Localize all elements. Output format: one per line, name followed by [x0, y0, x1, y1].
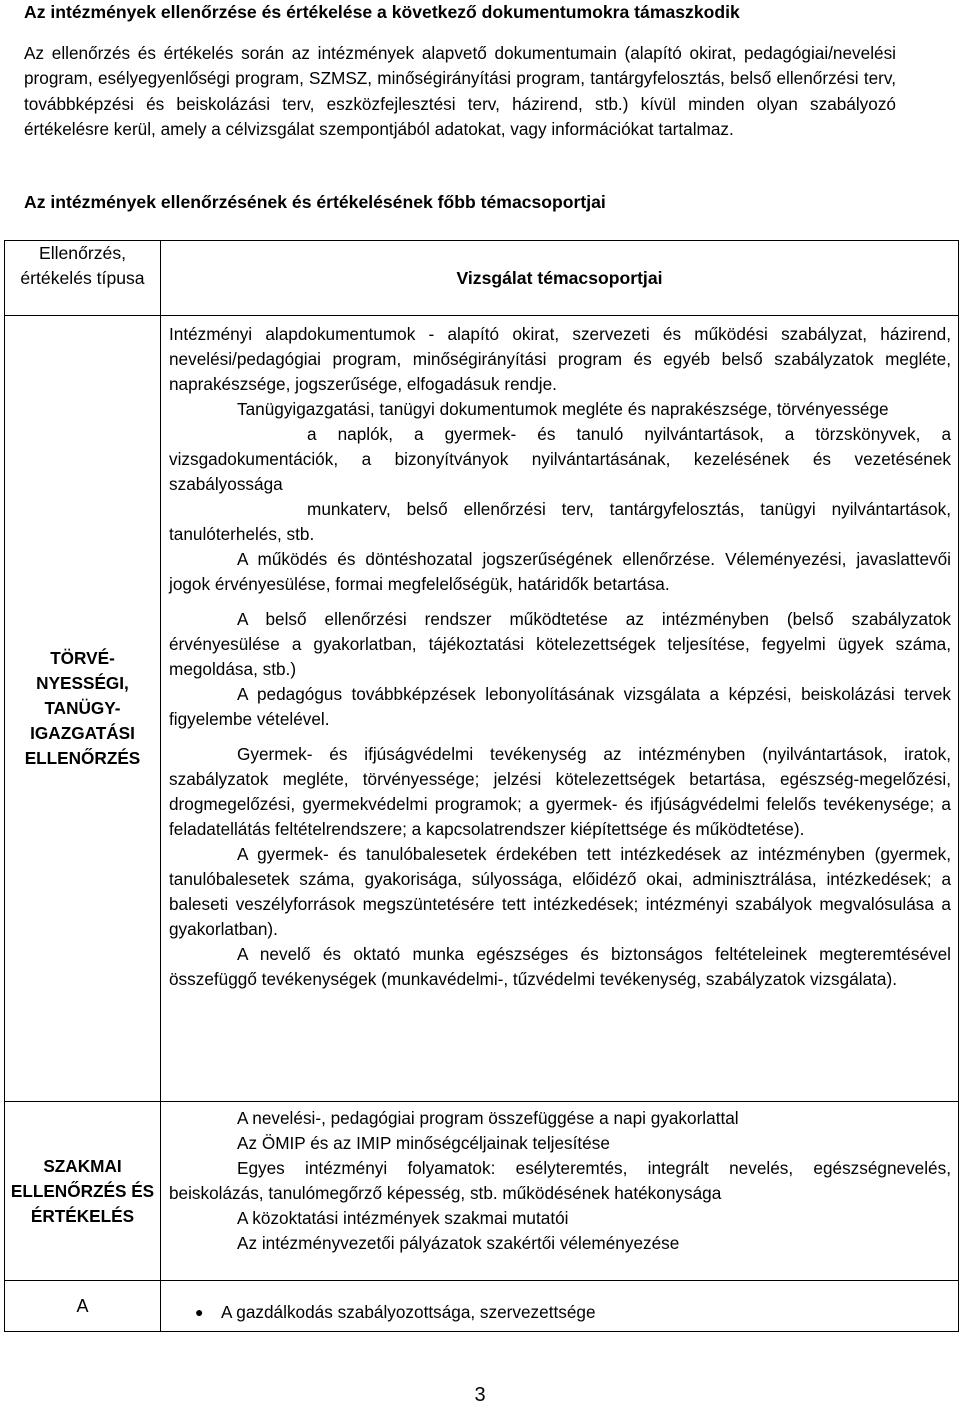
table-row: [5, 1102, 959, 1281]
topic-line: Az ÖMIP és az IMIP minőségcéljainak teljesítése: [237, 1133, 610, 1153]
topics-table: [4, 240, 959, 1332]
topics-cell-legal: [161, 316, 959, 1102]
type-label-finance: A: [76, 1295, 89, 1316]
header-topics-cell: [161, 241, 959, 316]
topic-paragraph: A nevelő és oktató munka egészséges és biztonságos feltételeinek megteremtésével összefüggő tevékenységek (munkavédelmi-, tűzvédelmi tevékenység, szabályzatok vizsgálata).: [169, 944, 951, 989]
topic-paragraph: a naplók, a gyermek- és tanuló nyilvántartások, a törzskönyvek, a vizsgadokumentációk, a bizonyítványok nyilvántartásának, kezelésének és vezetésének szabályossága: [169, 424, 951, 494]
page-number: 3: [474, 1384, 486, 1406]
topic-paragraph: Gyermek- és ifjúságvédelmi tevékenység az intézményben (nyilvántartások, iratok, szabályzatok megléte, törvényessége; jelzési kötelezettségek betartása, egészség-megelőzési, drogmegelőzési, gyermekvédelmi programok; a gyermek- és ifjúságvédelmi felelős tevékenysége; a feladatellátás feltételrendszere; a kapcsolatrendszer kiépítettsége és működtetése).: [169, 744, 951, 839]
topic-bullet-text: A gazdálkodás szabályozottsága, szervezettsége: [221, 1301, 596, 1322]
type-label-professional: SZAKMAI ELLENŐRZÉS ÉS ÉRTÉKELÉS: [10, 1155, 155, 1226]
topic-line: Egyes intézményi folyamatok: esélyteremtés, integrált nevelés, egészségnevelés, beiskolázás, tanulómegőrző képesség, stb. működésének hatékonysága: [169, 1158, 951, 1203]
table-row: [5, 316, 959, 1102]
table-heading: Az intézmények ellenőrzésének és értékelésének főbb témacsoportjai: [24, 192, 606, 212]
header-type-label: Ellenőrzés, értékelés típusa: [20, 243, 145, 288]
topics-cell-professional: [161, 1102, 959, 1281]
topic-paragraph: Intézményi alapdokumentumok - alapító okirat, szervezeti és működési szabályzat, házirend, nevelési/pedagógiai program, minőségirányítási program és egyéb belső szabályzatok megléte, naprakészsége, jogszerűsége, elfogadásuk rendje.: [169, 324, 951, 394]
topic-paragraph: A pedagógus továbbképzések lebonyolításának vizsgálata a képzési, beiskolázási tervek figyelembe vételével.: [169, 684, 951, 729]
topic-line: Az intézményvezetői pályázatok szakértői véleményezése: [237, 1233, 680, 1253]
section-heading: Az intézmények ellenőrzése és értékelése a következő dokumentumokra támaszkodik: [24, 2, 740, 22]
topic-paragraph: munkaterv, belső ellenőrzési terv, tantárgyfelosztás, tanügyi nyilvántartások, tanulóterhelés, stb.: [169, 499, 951, 544]
topic-paragraph: A belső ellenőrzési rendszer működtetése az intézményben (belső szabályzatok érvényesülése a gyakorlatban, tájékoztatási kötelezettségek teljesítése, fegyelmi ügyek száma, megoldása, stb.): [169, 609, 951, 679]
type-label-legal: TÖRVÉ-NYESSÉGI, TANÜGY-IGAZGATÁSI ELLENŐRZÉS: [24, 648, 141, 768]
header-topics-label: Vizsgálat témacsoportjai: [456, 267, 663, 288]
table-row: [5, 1281, 959, 1332]
topic-paragraph: Tanügyigazgatási, tanügyi dokumentumok megléte és naprakészsége, törvényessége: [237, 399, 889, 419]
topic-paragraph: A gyermek- és tanulóbalesetek érdekében tett intézkedések az intézményben (gyermek, tanulóbalesetek száma, gyakorisága, súlyossága, előidéző okai, adminisztrálása, intézkedések; a baleseti veszélyforrások megszüntetésére tett intézkedések; intézményi szabályok megvalósulása a gyakorlatban).: [169, 844, 951, 939]
type-cell-legal: [5, 316, 161, 1102]
topics-cell-finance: [161, 1281, 959, 1332]
type-cell-professional: [5, 1102, 161, 1281]
intro-paragraph: Az ellenőrzés és értékelés során az intézmények alapvető dokumentumain (alapító okirat, pedagógiai/nevelési program, esélyegyenlőségi program, SZMSZ, minőségirányítási program, tantárgyfelosztás, belső ellenőrzési terv, továbbképzési és beiskolázási terv, eszközfejlesztési terv, házirend, stb.) kívül minden olyan szabályozó értékelésre kerül, amely a célvizsgálat szempontjából adatokat, vagy információkat tartalmaz.: [24, 43, 896, 140]
topic-line: A nevelési-, pedagógiai program összefüggése a napi gyakorlattal: [237, 1108, 739, 1128]
type-cell-finance: [5, 1281, 161, 1332]
topic-paragraph: A működés és döntéshozatal jogszerűségének ellenőrzése. Véleményezési, javaslattevői jogok érvényesülése, formai megfelelőségük, határidők betartása.: [169, 549, 951, 594]
topic-line: A közoktatási intézmények szakmai mutatói: [237, 1208, 569, 1228]
table-header-row: [5, 241, 959, 316]
bullet-icon: ●: [195, 1303, 204, 1320]
header-type-cell: [5, 241, 161, 316]
